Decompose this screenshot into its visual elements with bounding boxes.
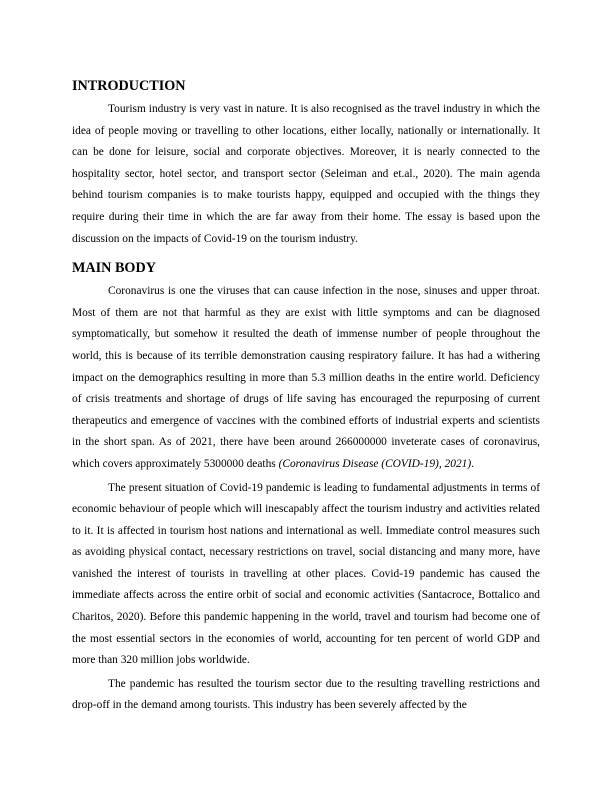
introduction-heading: INTRODUCTION (72, 78, 186, 94)
body-paragraph-1-period: . (471, 457, 474, 470)
main-body-heading: MAIN BODY (72, 260, 156, 277)
body-paragraph-1-text: Coronavirus is one the viruses that can cause infection in the nose, sinuses and upper throat. Most of them are not that harmful as they are exist with little symptoms and can be diagnosed symptomatically, but somehow it resulted the death of immense number of people throughout the world, this is because of its terrible demonstration causing respiratory failure. It has had a withering impact on the demographics resulting in more than 5.3 million deaths in the entire world. Deficiency of crisis treatments and shortage of drugs of life saving has encouraged the repurposing of current therapeutics and emergence of vaccines with the combined efforts of industrial experts and scientists in the short span. As of 2021, there have been around 266000000 inveterate cases of coronavirus, which covers approximately 5300000 deaths (72, 285, 540, 470)
body-paragraph-3: The pandemic has resulted the tourism sector due to the resulting travelling restrictions and drop-off in the demand among tourists. This industry has been severely affected by the (72, 677, 540, 712)
body-paragraph-2: The present situation of Covid-19 pandemic is leading to fundamental adjustments in terms of economic behaviour of people which will inescapably affect the tourism industry and activities related to it. It is affected in tourism host nations and international as well. Immediate control measures such as avoiding physical contact, necessary restrictions on travel, social distancing and many more, have vanished the interest of tourists in travelling at other places. Covid-19 pandemic has caused the immediate affects across the entire orbit of social and economic activities (Santacroce, Bottalico and Charitos, 2020). Before this pandemic happening in the world, travel and tourism had become one of the most essential sectors in the economies of world, accounting for ten percent of world GDP and more than 320 million jobs worldwide. (72, 481, 540, 667)
body-paragraph-1 (72, 281, 540, 475)
citation-coronavirus-disease: (Coronavirus Disease (COVID-19), 2021) (278, 457, 472, 470)
introduction-paragraph: Tourism industry is very vast in nature. It is also recognised as the travel industry in which the idea of people moving or travelling to other locations, either locally, nationally or internationally. It can be done for leisure, social and corporate objectives. Moreover, it is nearly connected to the hospitality sector, hotel sector, and transport sector (Seleiman and et.al., 2020). The main agenda behind tourism companies is to make tourists happy, equipped and occupied with the things they require during their time in which the are far away from their home. The essay is based upon the discussion on the impacts of Covid-19 on the tourism industry. (72, 103, 540, 245)
document-page (72, 77, 540, 717)
